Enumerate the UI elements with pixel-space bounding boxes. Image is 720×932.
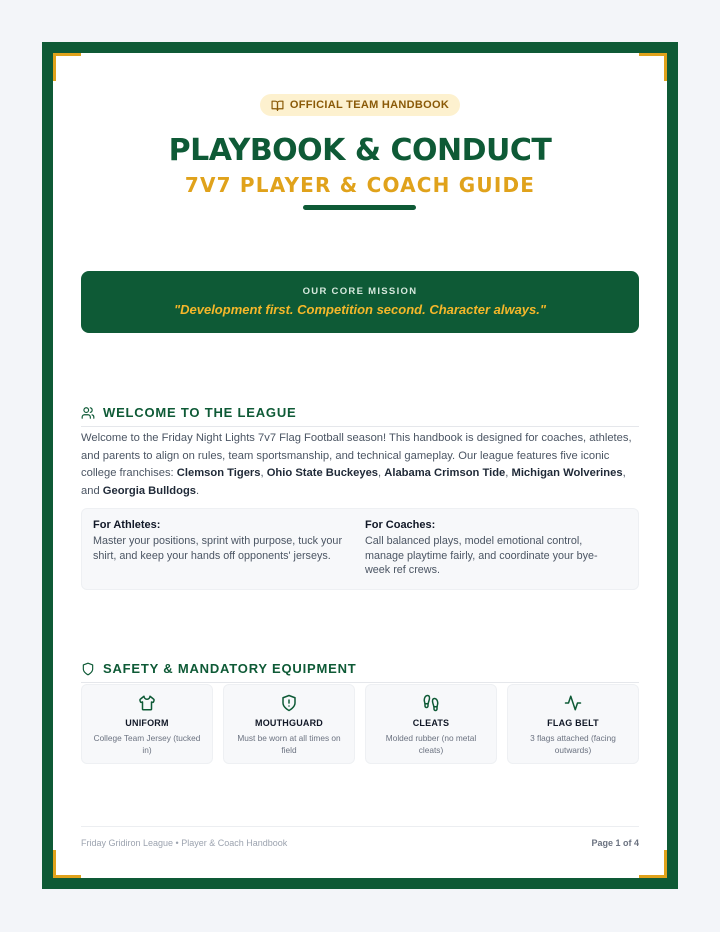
equipment-card-mouthguard	[223, 684, 355, 764]
equipment-desc: Must be worn at all times on field	[237, 733, 341, 755]
equipment-desc: College Team Jersey (tucked in)	[93, 733, 201, 755]
coaches-guidance	[365, 519, 615, 589]
handbook-page-frame	[42, 42, 678, 889]
athletes-guidance	[93, 519, 343, 589]
page-number: Page 1 of 4	[591, 838, 639, 848]
mission-quote: "Development first. Competition second. Character always."	[173, 302, 547, 317]
athletes-text: Master your positions, sprint with purpose, tuck your shirt, and keep your hands off opponents' jerseys.	[93, 535, 343, 562]
activity-icon	[564, 694, 582, 712]
corner-accent	[639, 53, 667, 81]
official-handbook-badge	[260, 94, 460, 116]
team-name: Clemson Tigers	[176, 467, 261, 479]
mission-label: OUR CORE MISSION	[302, 286, 418, 297]
audience-guidance-box	[81, 508, 639, 590]
corner-accent	[53, 850, 81, 878]
corner-accent	[53, 53, 81, 81]
users-icon	[81, 406, 95, 420]
corner-accent	[639, 850, 667, 878]
coaches-text: Call balanced plays, model emotional control, manage playtime fairly, and coordinate your bye-week ref crews.	[365, 535, 598, 576]
title-divider	[303, 205, 416, 210]
team-name: Alabama Crimson Tide	[384, 467, 506, 479]
footprints-icon	[422, 694, 440, 712]
footer-handbook-name: Friday Gridiron League • Player & Coach Handbook	[81, 838, 288, 848]
handbook-page	[53, 53, 667, 878]
safety-heading-text: SAFETY & MANDATORY EQUIPMENT	[103, 661, 357, 676]
shield-alert-icon	[280, 694, 298, 712]
welcome-paragraph: Welcome to the Friday Night Lights 7v7 Flag Football season! This handbook is designed for coaches, athletes, and parents to align on rules, team sportsmanship, and technical gameplay. Our league features five iconic college franchises: Clemson Tigers, Ohio State Buckeyes, Alabama Crimson Tide, Michigan Wolverines, and Georgia Bulldogs.	[81, 432, 632, 497]
welcome-intro: Welcome to the Friday Night Lights 7v7 Flag Football season! This handbook is designed for coaches, athletes, and parents to align on rules, team sportsmanship, and technical gameplay. Our league features five iconic college franchises:	[81, 432, 632, 479]
team-name: Georgia Bulldogs	[102, 484, 197, 497]
welcome-section-heading	[81, 405, 639, 427]
equipment-desc: Molded rubber (no metal cleats)	[385, 733, 477, 755]
equipment-title: FLAG BELT	[547, 718, 599, 728]
equipment-card-flag-belt	[507, 684, 639, 764]
team-name: Ohio State Buckeyes	[266, 467, 379, 479]
equipment-title: UNIFORM	[125, 718, 169, 728]
page-subtitle: 7V7 PLAYER & COACH GUIDE	[184, 173, 536, 197]
equipment-title: CLEATS	[412, 718, 450, 728]
mission-banner	[81, 271, 639, 333]
shirt-icon	[138, 694, 156, 712]
coaches-title: For Coaches:	[365, 519, 436, 531]
page-footer	[81, 826, 639, 848]
safety-section-heading	[81, 661, 639, 683]
shield-icon	[81, 662, 95, 676]
page-title: PLAYBOOK & CONDUCT	[168, 133, 552, 168]
badge-label: OFFICIAL TEAM HANDBOOK	[289, 99, 450, 111]
equipment-title: MOUTHGUARD	[255, 718, 323, 728]
welcome-heading-text: WELCOME TO THE LEAGUE	[103, 405, 297, 420]
athletes-title: For Athletes:	[93, 519, 161, 531]
team-name: Michigan Wolverines	[511, 467, 623, 479]
equipment-cards	[81, 684, 639, 764]
equipment-desc: 3 flags attached (facing outwards)	[530, 733, 616, 755]
book-open-icon	[271, 99, 284, 112]
equipment-card-cleats	[365, 684, 497, 764]
equipment-card-uniform	[81, 684, 213, 764]
